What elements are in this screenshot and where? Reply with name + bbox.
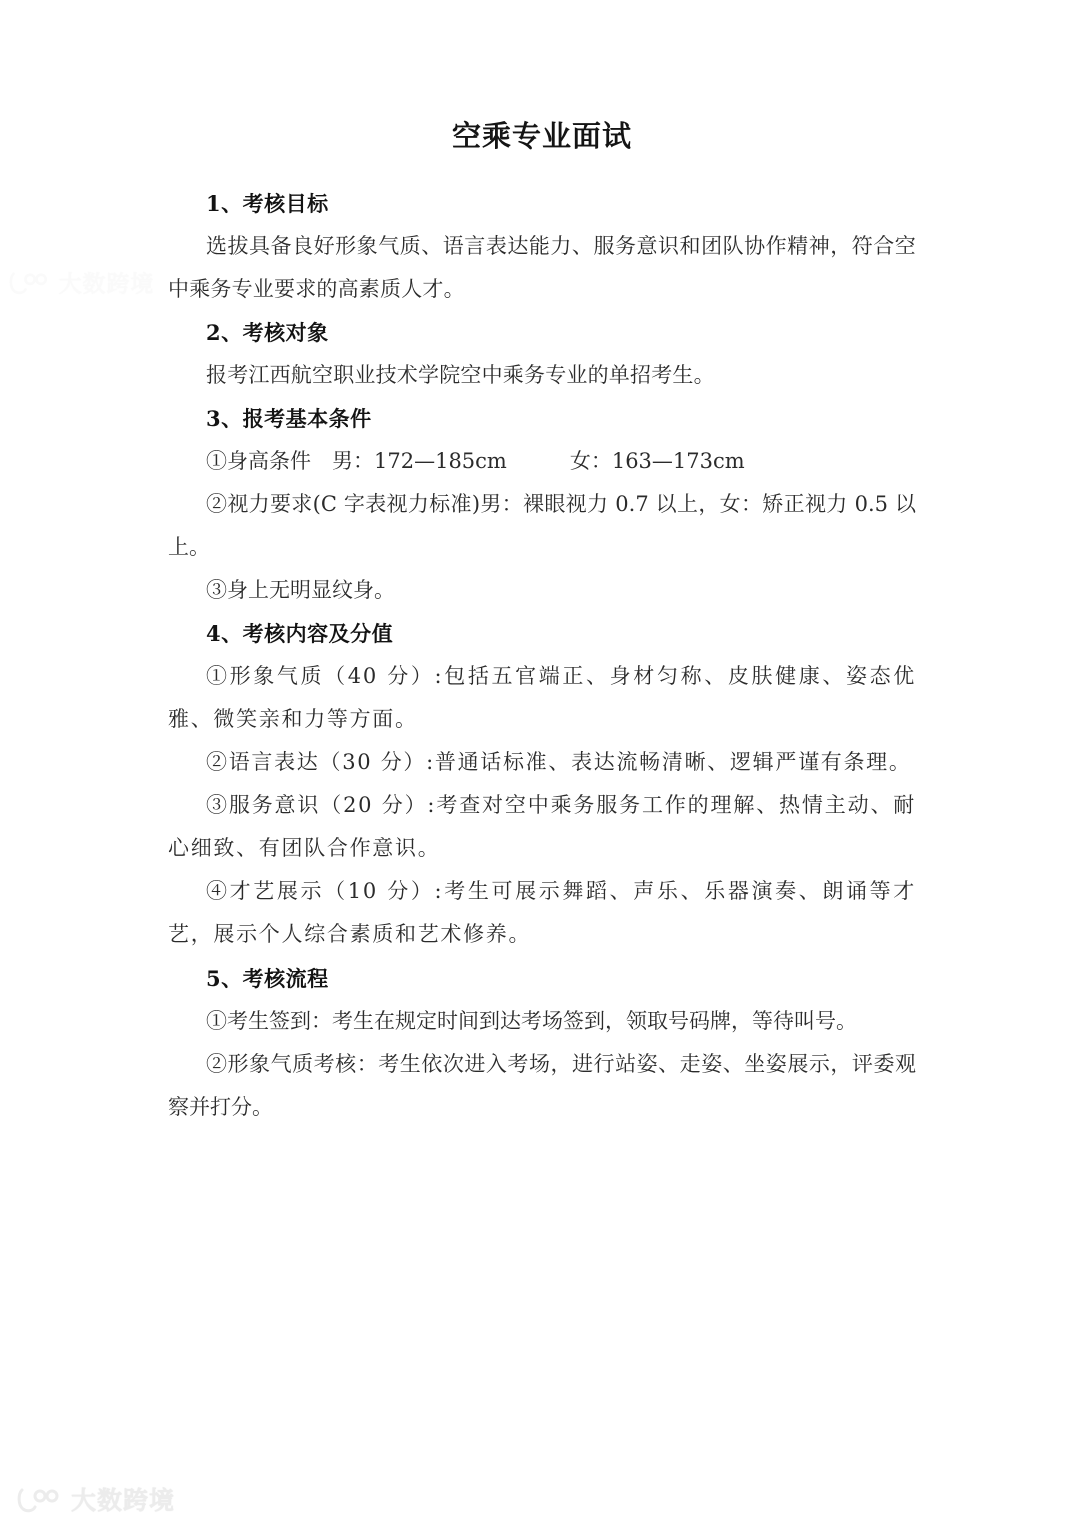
process-item-sign-in: ①考生签到：考生在规定时间到达考场签到，领取号码牌，等待叫号。 (206, 1008, 857, 1033)
requirement-item-tattoo: ③身上无明显纹身。 (206, 578, 395, 603)
process-item-image-assessment: ②形象气质考核：考生依次进入考场，进行站姿、走姿、坐姿展示，评委观察并打分。 (168, 1051, 916, 1119)
section-2-paragraph-1: 报考江西航空职业技术学院空中乘务专业的单招考生。 (206, 362, 715, 387)
dashu-logo-icon (16, 1485, 62, 1515)
section-1-paragraph-1: 选拔具备良好形象气质、语言表达能力、服务意识和团队协作精神，符合空中乘务专业要求的高素质人才。 (168, 233, 916, 301)
section-heading-2: 2、考核对象 (206, 319, 329, 345)
dashu-logo-icon (8, 269, 50, 297)
requirement-item-height: ①身高条件 男：172—185cm 女：163—173cm (206, 448, 745, 473)
score-item-image-quality: ①形象气质（40 分）:包括五官端正、身材匀称、皮肤健康、姿态优雅、微笑亲和力等方面。 (168, 664, 916, 732)
section-heading-4: 4、考核内容及分值 (206, 621, 394, 647)
score-item-talent-show: ④才艺展示（10 分）:考生可展示舞蹈、声乐、乐器演奏、朗诵等才艺，展示个人综合素质和艺术修养。 (168, 879, 916, 947)
section-heading-5: 5、考核流程 (206, 965, 329, 991)
watermark-bottom (16, 1485, 175, 1515)
section-heading-3: 3、报考基本条件 (206, 405, 372, 431)
watermark-top (8, 269, 154, 297)
watermark-text: 大数跨境 (58, 269, 155, 297)
score-item-service-awareness: ③服务意识（20 分）:考查对空中乘务服务工作的理解、热情主动、耐心细致、有团队合作意识。 (168, 793, 916, 861)
watermark-text: 大数跨境 (71, 1485, 176, 1515)
score-item-language-expression: ②语言表达（30 分）:普通话标准、表达流畅清晰、逻辑严谨有条理。 (206, 750, 912, 775)
document-content (168, 118, 916, 1129)
requirement-item-vision: ②视力要求(C 字表视力标准)男：裸眼视力 0.7 以上，女：矫正视力 0.5 以上。 (168, 492, 916, 560)
page-title: 空乘专业面试 (451, 119, 632, 153)
section-heading-1: 1、考核目标 (206, 190, 329, 216)
